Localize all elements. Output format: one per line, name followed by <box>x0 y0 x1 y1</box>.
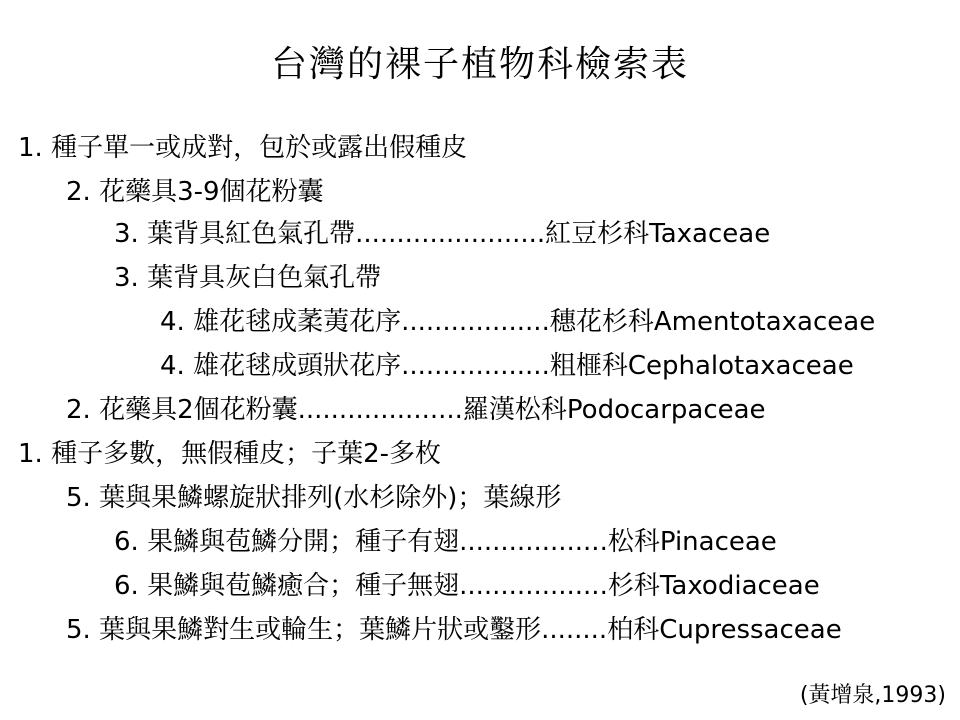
key-line-1: 1. 種子單一或成對，包於或露出假種皮 <box>18 133 468 163</box>
key-line-3: 3. 葉背具紅色氣孔帶.......................紅豆杉科Taxaceae <box>114 219 771 249</box>
key-line-8: 1. 種子多數，無假種皮；子葉2-多枚 <box>18 439 441 469</box>
key-line-7: 2. 花藥具2個花粉囊....................羅漢松科Podocarpaceae <box>66 395 766 425</box>
key-line-6: 4. 雄花毬成頭狀花序..................粗榧科Cephalotaxaceae <box>160 351 854 381</box>
key-line-5: 4. 雄花毬成葇荑花序..................穗花杉科Amentotaxaceae <box>160 307 876 337</box>
key-line-10: 6. 果鱗與苞鱗分開；種子有翅..................松科Pinaceae <box>114 527 777 557</box>
key-line-12: 5. 葉與果鱗對生或輪生；葉鱗片狀或鑿形........柏科Cupressaceae <box>66 615 842 645</box>
page-title: 台灣的裸子植物科檢索表 <box>270 44 689 85</box>
key-line-2: 2. 花藥具3-9個花粉囊 <box>66 177 324 207</box>
key-line-11: 6. 果鱗與苞鱗癒合；種子無翅..................杉科Taxodiaceae <box>114 571 820 601</box>
citation: (黃增泉,1993) <box>799 683 946 708</box>
key-line-9: 5. 葉與果鱗螺旋狀排列(水杉除外)；葉線形 <box>66 483 562 513</box>
key-line-4: 3. 葉背具灰白色氣孔帶 <box>114 263 382 293</box>
